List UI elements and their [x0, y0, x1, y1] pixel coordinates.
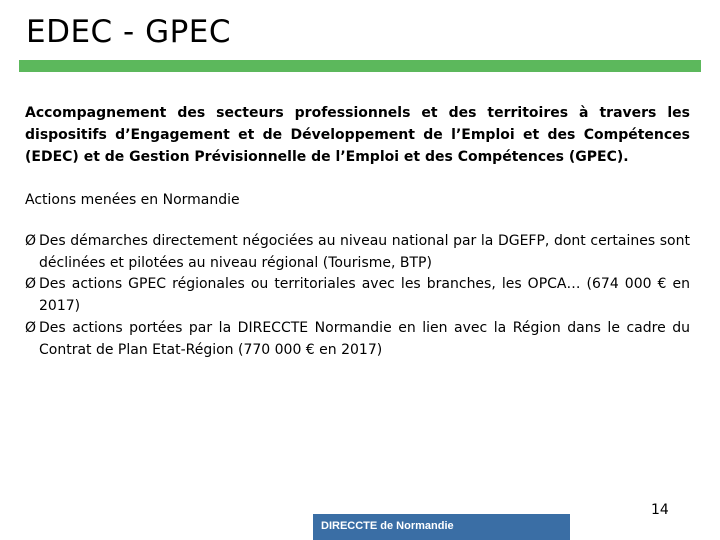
list-item [25, 231, 690, 274]
list-item-text: Des actions portées par la DIRECCTE Normandie en lien avec la Région dans le cadre du Contrat de Plan Etat-Région (770 000 € en 2017) [39, 319, 690, 358]
footer-label: DIRECCTE de Normandie [321, 520, 454, 532]
list-item [25, 318, 690, 361]
intro-paragraph: Accompagnement des secteurs professionnels et des territoires à travers les dispositifs d’Engagement et de Développement de l’Emploi et des Compétences (EDEC) et de Gestion Prévisionnelle de l’Emploi et des Compétences (GPEC). [25, 105, 690, 165]
arrow-bullet-icon: Ø [25, 233, 37, 249]
footer-banner [313, 514, 570, 540]
list-item [25, 274, 690, 317]
arrow-bullet-icon: Ø [25, 276, 37, 293]
title-underline-bar [19, 60, 701, 72]
section-heading: Actions menées en Normandie [25, 192, 240, 208]
list-item-text: Des actions GPEC régionales ou territoriales avec les branches, les OPCA… (674 000 € en 2017) [39, 276, 690, 315]
list-item-text: Des démarches directement négociées au niveau national par la DGEFP, dont certaines sont déclinées et pilotées au niveau régional (Tourisme, BTP) [39, 233, 690, 271]
page-number: 14 [651, 502, 669, 518]
slide-title: EDEC - GPEC [26, 14, 232, 50]
actions-list [25, 231, 690, 361]
arrow-bullet-icon: Ø [25, 319, 37, 336]
